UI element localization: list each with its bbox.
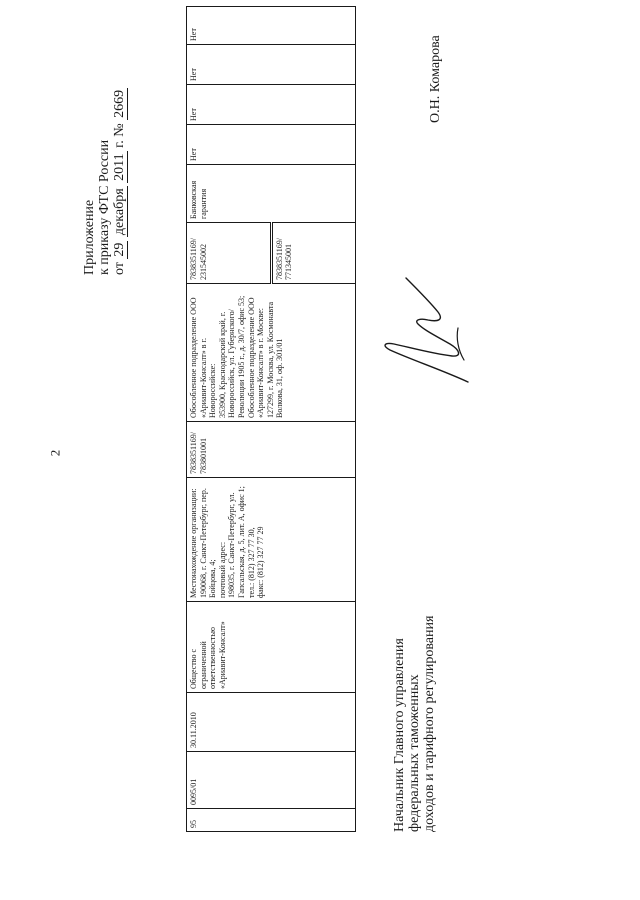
cell-branch-inn-kpp-2: 7838351169/ 771345001 <box>271 223 356 284</box>
handwritten-signature-icon <box>372 270 484 390</box>
cell-address: Местонахождение организации: 190068, г. Санкт-Петербург, пер. Бойцова, 4; почтовый адрес: 198035, г. Санкт-Петербург, ул. Гапсальская, д. 5, лит. А, офис 1; тел.: (812) 327 77 30, факс: (812) 327 77 29 <box>187 478 356 602</box>
signatory-title-line: доходов и тарифного регулирования <box>422 615 437 832</box>
date-prefix: от <box>112 262 127 275</box>
cell-date: 30.11.2010 <box>187 693 356 752</box>
signatory-title-line: Начальник Главного управления <box>392 638 407 832</box>
date-day: 29 <box>112 242 127 257</box>
cell-col-c: Нет <box>187 45 356 85</box>
cell-organization: Общество с ограниченной ответственностью «Ариавит-Консалт» <box>187 602 356 693</box>
appendix-date-line <box>112 88 128 275</box>
appendix-header <box>82 88 128 275</box>
cell-index: 95 <box>187 809 356 832</box>
cell-registry-number: 0095/01 <box>187 752 356 809</box>
date-year-suffix: г. <box>112 140 127 148</box>
cell-col-a: Нет <box>187 125 356 165</box>
date-month: декабря <box>112 188 127 236</box>
date-year: 2011 <box>112 153 127 181</box>
appendix-title: Приложение <box>82 199 97 275</box>
cell-branch-inn-kpp-1: 7838351169/ 231545002 <box>187 223 272 284</box>
number-sign: № <box>112 123 127 137</box>
cell-col-d: Нет <box>187 7 356 45</box>
cell-inn-kpp: 7838351169/ 783801001 <box>187 422 356 478</box>
signatory-title <box>392 616 437 832</box>
cell-branches: Обособленное подразделение ООО «Ариавит-Консалт» в г. Новороссийске: 353900, Краснодарский край, г. Новороссийск, ул. Губернского/ Революции 1905 г., д. 30/7, офис 53; Обособленное подразделение ООО «Ариавит-Консалт» в г. Москве: 127299, г. Москва, ул. Космонавта Волкова, 31, оф. 301/01 <box>187 284 356 422</box>
signatory-name: О.Н. Комарова <box>428 35 443 123</box>
signatory-title-line: федеральных таможенных <box>407 674 422 832</box>
page-number: 2 <box>47 449 63 457</box>
table-row <box>187 7 272 832</box>
order-number: 2669 <box>112 89 127 118</box>
registry-table <box>186 6 356 832</box>
appendix-order-ref: к приказу ФТС России <box>97 139 112 275</box>
cell-col-b: Нет <box>187 85 356 125</box>
cell-guarantee: Банковская гарантия <box>187 165 356 223</box>
